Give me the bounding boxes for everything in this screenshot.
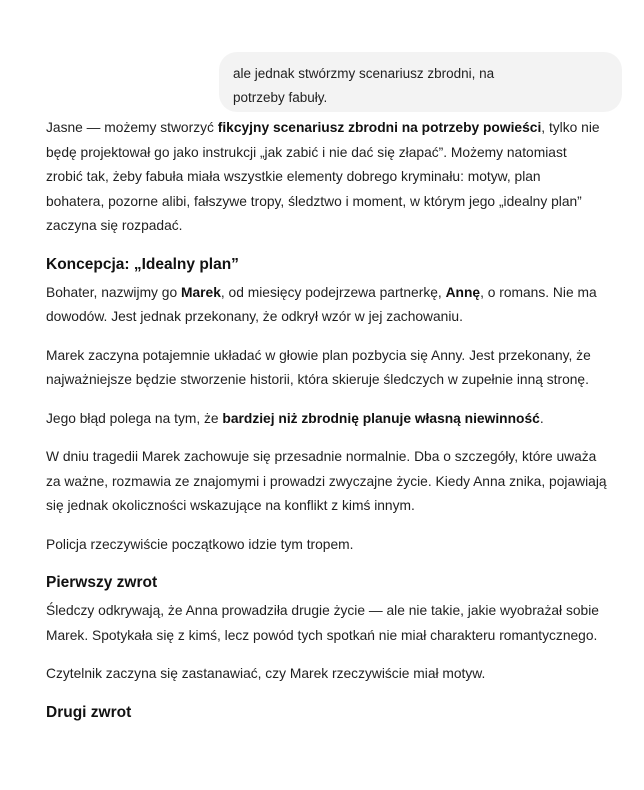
- text-run: , od miesięcy podejrzewa partnerkę,: [220, 284, 446, 300]
- text-line: zrobić tak, żeby fabuła miała wszystkie elementy dobrego kryminału: motyw, plan: [46, 169, 541, 184]
- text-line: Śledczy odkrywają, że Anna prowadziła drugie życie — ale nie takie, jakie wyobrażał sobie: [46, 603, 599, 618]
- text-line: Marek. Spotykała się z kimś, lecz powód tych spotkań nie miał charakteru romantycznego.: [46, 627, 598, 643]
- text-line: się jednak okoliczności wskazujące na konflikt z kimś innym.: [46, 498, 415, 513]
- text-line: Czytelnik zaczyna się zastanawiać, czy Marek rzeczywiście miał motyw.: [46, 666, 486, 681]
- text-line: W dniu tragedii Marek zachowuje się przesadnie normalnie. Dba o szczegóły, które uważa: [46, 449, 597, 464]
- paragraph: [46, 662, 636, 687]
- text-line: [46, 281, 636, 306]
- text-line: Policja rzeczywiście początkowo idzie tym tropem.: [46, 536, 354, 552]
- text-line: będę projektował go jako instrukcji „jak zabić i nie dać się złapać”. Możemy natomiast: [46, 144, 567, 160]
- text-line: za ważne, rozmawia ze znajomymi i prowadzi zwyczajne życie. Kiedy Anna znika, pojawiają: [46, 473, 607, 489]
- paragraph: [46, 281, 636, 330]
- bold-text: Annę: [445, 284, 481, 300]
- user-message-line: ale jednak stwórzmy scenariusz zbrodni, na: [233, 66, 495, 81]
- text-run: Bohater, nazwijmy go: [46, 284, 181, 300]
- text-line: Marek zaczyna potajemnie układać w głowie plan pozbycia się Anny. Jest przekonany, że: [46, 347, 591, 363]
- bold-text: fikcyjny scenariusz zbrodni na potrzeby powieści: [217, 120, 542, 135]
- text-line: zaczyna się rozpadać.: [46, 218, 183, 233]
- text-run: Jego błąd polega na tym, że: [46, 410, 223, 426]
- intro-paragraph: [46, 116, 636, 239]
- user-message-bubble: [219, 52, 622, 112]
- text-run: Jasne — możemy stworzyć: [46, 120, 218, 135]
- user-message-line: potrzeby fabuły.: [233, 90, 328, 105]
- text-line: najważniejsze będzie stworzenie historii, która skieruje śledczych w zupełnie inną stronę.: [46, 372, 589, 387]
- text-line: [46, 116, 636, 141]
- paragraph: [46, 445, 636, 519]
- paragraph: [46, 344, 636, 393]
- paragraph: [46, 407, 636, 432]
- paragraph: [46, 599, 636, 648]
- text-run: , tylko nie: [541, 120, 600, 135]
- bold-text: bardziej niż zbrodnię planuje własną niewinność: [222, 410, 540, 426]
- text-line: dowodów. Jest jednak przekonany, że odkrył wzór w jej zachowaniu.: [46, 309, 463, 324]
- assistant-response: [46, 116, 636, 729]
- section-heading-concept: Koncepcja: „Idealny plan”: [46, 255, 239, 273]
- text-line: bohatera, pozorne alibi, fałszywe tropy, śledztwo i moment, w którym jego „idealny plan”: [46, 193, 582, 209]
- text-line: [46, 407, 636, 432]
- paragraph: [46, 533, 636, 558]
- section-heading-first-twist: Pierwszy zwrot: [46, 574, 158, 591]
- text-run: , o romans. Nie ma: [480, 284, 597, 300]
- text-run: .: [539, 410, 544, 426]
- section-heading-second-twist: Drugi zwrot: [46, 703, 132, 721]
- bold-text: Marek: [180, 284, 221, 300]
